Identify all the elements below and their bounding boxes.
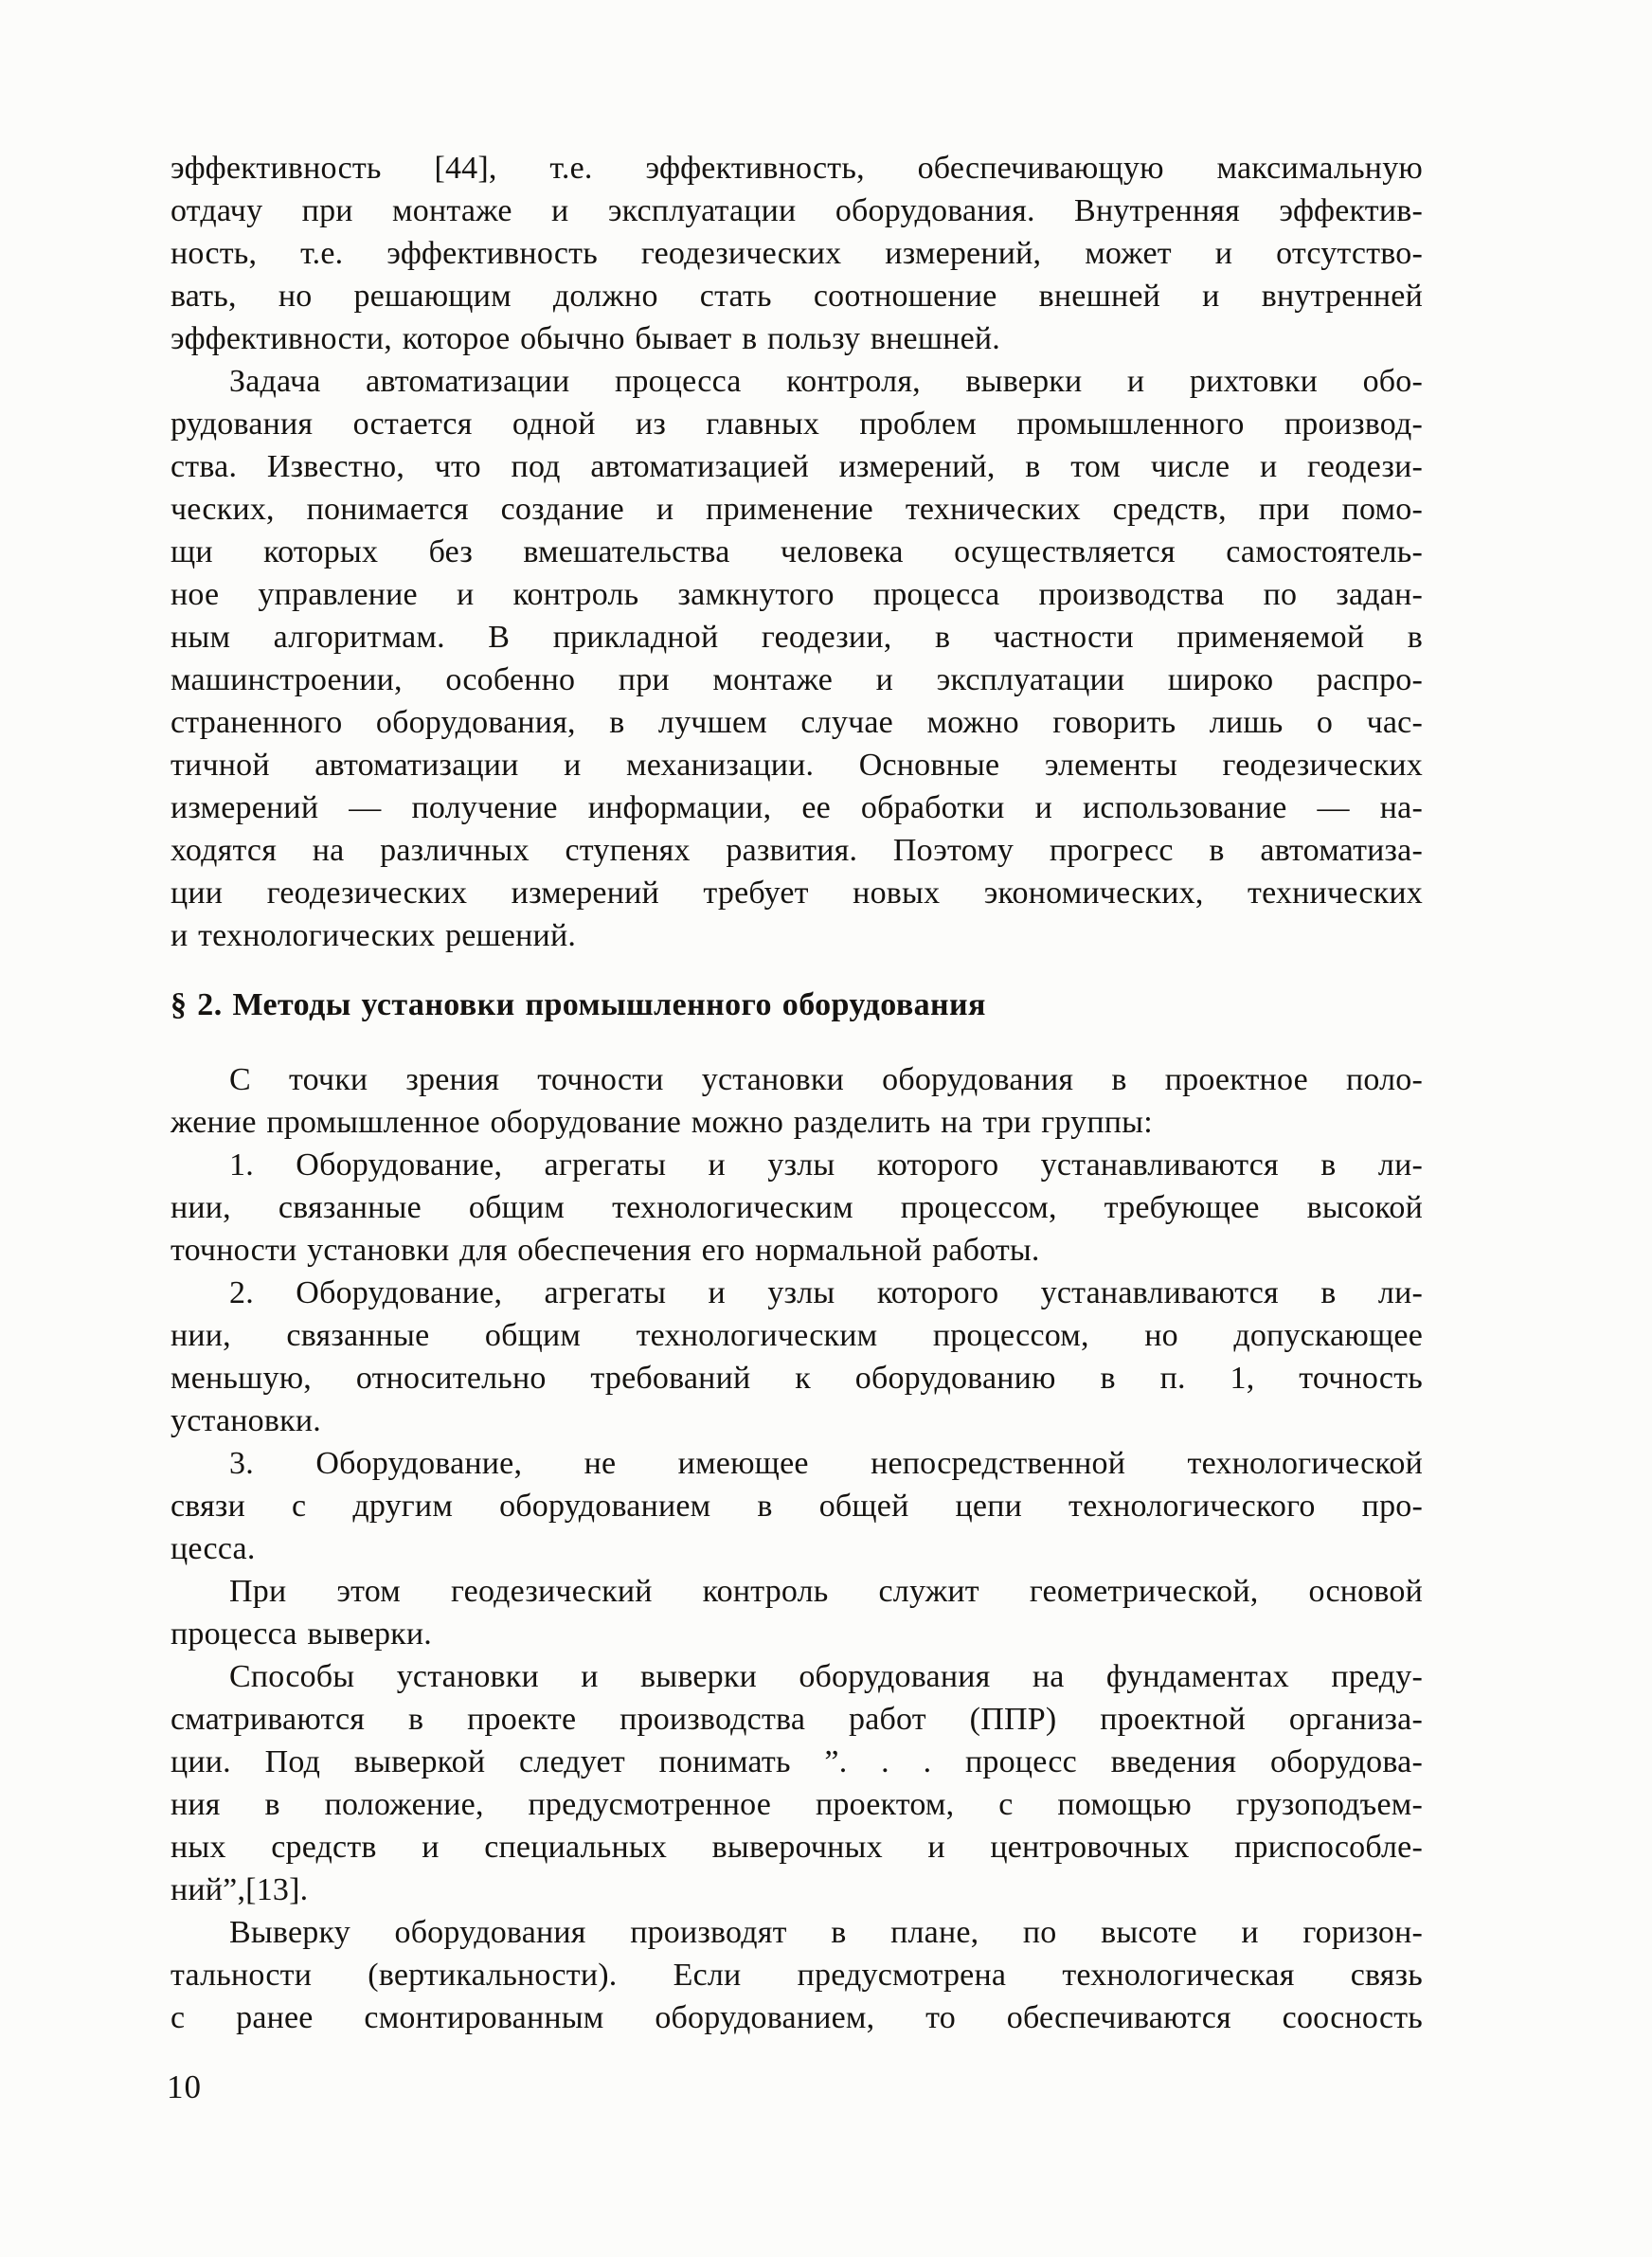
text-line: с ранее смонтированным оборудованием, то обеспечиваются соосность (171, 2000, 1423, 2035)
text-line: нии, связанные общим технологическим процессом, но допускающее (171, 1318, 1423, 1353)
text-line: эффективности, которое обычно бывает в пользу внешней. (171, 321, 1000, 356)
text-line: установки. (171, 1403, 321, 1438)
text-line: процесса выверки. (171, 1616, 432, 1652)
text-line: 1. Оборудование, агрегаты и узлы которого устанавливаются в ли- (229, 1147, 1423, 1183)
text-line: 3. Оборудование, не имеющее непосредственной технологической (229, 1446, 1423, 1481)
text-line: связи с другим оборудованием в общей цепи технологического про- (171, 1489, 1423, 1524)
paragraph-alignment-plane-height (171, 1911, 1423, 2039)
text-line: Выверку оборудования производят в плане, по высоте и горизон- (229, 1915, 1423, 1950)
paragraph-installation-methods (171, 1655, 1423, 1911)
paragraph-continuation-effectiveness (171, 147, 1423, 360)
paragraph-three-groups-intro (171, 1058, 1423, 1144)
text-line: машинстроении, особенно при монтаже и эксплуатации широко распро- (171, 662, 1423, 697)
text-line: § 2. Методы установки промышленного оборудования (171, 987, 986, 1022)
paragraph-geodetic-control (171, 1570, 1423, 1655)
text-line: рудования остается одной из главных проблем промышленного производ- (171, 406, 1423, 442)
text-line: точности установки для обеспечения его нормальной работы. (171, 1233, 1040, 1268)
text-line: ции геодезических измерений требует новых экономических, технических (171, 876, 1423, 911)
text-line: ции. Под выверкой следует понимать ”. . . процесс введения оборудова- (171, 1744, 1423, 1779)
list-item-group-2 (171, 1272, 1423, 1442)
text-line: страненного оборудования, в лучшем случае можно говорить лишь о час- (171, 705, 1423, 740)
text-line: щи которых без вмешательства человека осуществляется самостоятель- (171, 534, 1423, 569)
text-line: нии, связанные общим технологическим процессом, требующее высокой (171, 1190, 1423, 1225)
text-line: ходятся на различных ступенях развития. Поэтому прогресс в автоматиза- (171, 833, 1423, 868)
text-line: тальности (вертикальности). Если предусмотрена технологическая связь (171, 1958, 1423, 1993)
text-line: Способы установки и выверки оборудования на фундаментах преду- (229, 1659, 1423, 1694)
text-line: ческих, понимается создание и применение технических средств, при помо- (171, 492, 1423, 527)
list-item-group-3 (171, 1442, 1423, 1570)
text-line: При этом геодезический контроль служит геометрической, основой (229, 1574, 1423, 1609)
text-line: ным алгоритмам. В прикладной геодезии, в частности применяемой в (171, 620, 1423, 655)
paragraph-automation-task (171, 360, 1423, 957)
text-line: ность, т.е. эффективность геодезических измерений, может и отсутство- (171, 236, 1423, 271)
text-line: тичной автоматизации и механизации. Основные элементы геодезических (171, 748, 1423, 783)
page-text-block (171, 147, 1423, 2039)
text-line: отдачу при монтаже и эксплуатации оборудования. Внутренняя эффектив- (171, 193, 1423, 228)
text-line: сматриваются в проекте производства работ (ППР) проектной организа- (171, 1702, 1423, 1737)
text-line: жение промышленное оборудование можно разделить на три группы: (171, 1105, 1153, 1140)
text-line: цесса. (171, 1531, 256, 1566)
text-line: эффективность [44], т.е. эффективность, обеспечивающую максимальную (171, 151, 1423, 186)
text-line: ных средств и специальных выверочных и центровочных приспособле- (171, 1830, 1423, 1865)
text-line: Задача автоматизации процесса контроля, выверки и рихтовки обо- (229, 364, 1423, 399)
text-line: меньшую, относительно требований к оборудованию в п. 1, точность (171, 1361, 1423, 1396)
text-line: ства. Известно, что под автоматизацией измерений, в том числе и геодези- (171, 449, 1423, 484)
text-line: вать, но решающим должно стать соотношение внешней и внутренней (171, 279, 1423, 314)
section-heading (171, 984, 1423, 1026)
text-line: измерений — получение информации, ее обработки и использование — на- (171, 790, 1423, 825)
page-number: 10 (167, 2068, 202, 2105)
text-line: 2. Оборудование, агрегаты и узлы которого устанавливаются в ли- (229, 1275, 1423, 1310)
text-line: и технологических решений. (171, 918, 577, 953)
text-line: ное управление и контроль замкнутого процесса производства по задан- (171, 577, 1423, 612)
text-line: ния в положение, предусмотренное проектом, с помощью грузоподъем- (171, 1787, 1423, 1822)
text-line: С точки зрения точности установки оборудования в проектное поло- (229, 1062, 1423, 1097)
text-line: ний”,[13]. (171, 1872, 309, 1907)
list-item-group-1 (171, 1144, 1423, 1272)
